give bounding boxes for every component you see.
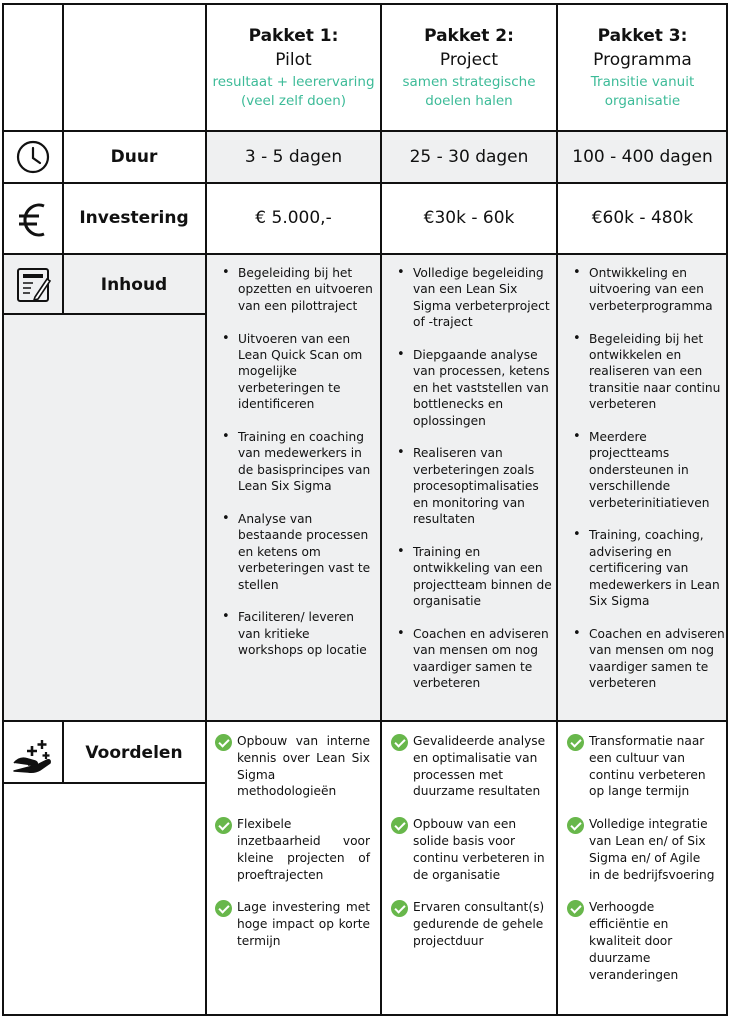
list-item: • Coachen en adviseren van mensen om nog vaardiger samen te verbeteren bbox=[413, 626, 553, 692]
list-item: • Diepgaande analyse van processen, ketens en het vaststellen van bottlenecks en oplossingen bbox=[413, 347, 553, 429]
duur-value-1: 3 - 5 dagen bbox=[244, 147, 343, 167]
list-item: • Begeleiding bij het ontwikkelen en realiseren van een transitie naar continu verbeteren bbox=[589, 331, 725, 413]
duur-value-2: 25 - 30 dagen bbox=[409, 147, 529, 167]
row-label-investering: Investering bbox=[79, 208, 189, 228]
check-circle-icon bbox=[215, 734, 232, 751]
list-item: • Faciliteren/ leveren van kritieke workshops op locatie bbox=[238, 609, 378, 658]
list-item: • Volledige begeleiding van een Lean Six Sigma verbeterproject of -traject bbox=[413, 265, 553, 331]
list-item: • Training en ontwikkeling van een projectteam binnen de organisatie bbox=[413, 544, 553, 610]
package-1-header: Pakket 1: Pilot resultaat + leerervaring (veel zelf doen) bbox=[212, 26, 375, 109]
list-item: • Begeleiding bij het opzetten en uitvoeren van een pilottraject bbox=[238, 265, 378, 314]
check-circle-icon bbox=[215, 900, 232, 917]
check-circle-icon bbox=[391, 817, 408, 834]
investering-value-3: €60k - 480k bbox=[591, 208, 694, 228]
voordelen-list-2: Gevalideerde analyse en optimalisatie van processen met duurzame resultaten Opbouw van een solide basis voor continu verbeteren in de organisatie Ervaren consultant(s) gedurende de gehele projectduur bbox=[391, 733, 546, 950]
list-item: • Analyse van bestaande processen en ketens om verbeteringen vast te stellen bbox=[238, 511, 378, 593]
list-item: • Meerdere projectteams ondersteunen in verschillende verbeterinitiatieven bbox=[589, 429, 725, 511]
check-circle-icon bbox=[391, 734, 408, 751]
package-3-header: Pakket 3: Programma Transitie vanuit organisatie bbox=[590, 26, 695, 109]
list-item: • Training, coaching, advisering en certificering van medewerkers in Lean Six Sigma bbox=[589, 527, 725, 609]
list-item: • Uitvoeren van een Lean Quick Scan om mogelijke verbeteringen te identificeren bbox=[238, 331, 378, 413]
voordelen-list-1: Opbouw van interne kennis over Lean Six Sigma methodologieën Flexibele inzetbaarheid voor kleine projecten of proeftrajecten Lage investering met hoge impact op korte termijn bbox=[215, 733, 370, 950]
comparison-table bbox=[2, 3, 728, 1016]
check-circle-icon bbox=[391, 900, 408, 917]
list-item: • Training en coaching van medewerkers in de basisprincipes van Lean Six Sigma bbox=[238, 429, 378, 495]
check-circle-icon bbox=[567, 900, 584, 917]
check-circle-icon bbox=[567, 734, 584, 751]
list-item: • Coachen en adviseren van mensen om nog vaardiger samen te verbeteren bbox=[589, 626, 725, 692]
voordelen-list-3: Transformatie naar een cultuur van continu verbeteren op lange termijn Volledige integratie van Lean en/ of Six Sigma en/ of Agile in de bedrijfsvoering Verhoogde efficiëntie en kwaliteit door duurzame veranderingen bbox=[567, 733, 715, 983]
investering-value-2: €30k - 60k bbox=[423, 208, 515, 228]
investering-value-1: € 5.000,- bbox=[255, 208, 332, 228]
inhoud-list-3 bbox=[559, 265, 725, 708]
inhoud-list-2 bbox=[383, 265, 553, 708]
hand-sparkles-icon bbox=[2, 722, 62, 782]
clock-icon bbox=[2, 132, 62, 182]
inhoud-list-1 bbox=[208, 265, 378, 675]
row-label-inhoud: Inhoud bbox=[100, 275, 168, 295]
check-circle-icon bbox=[215, 817, 232, 834]
package-2-header: Pakket 2: Project samen strategische doelen halen bbox=[402, 26, 536, 109]
row-label-voordelen: Voordelen bbox=[85, 743, 183, 763]
row-label-duur: Duur bbox=[110, 147, 158, 167]
duur-value-3: 100 - 400 dagen bbox=[572, 147, 713, 167]
list-item: • Realiseren van verbeteringen zoals procesoptimalisaties en monitoring van resultaten bbox=[413, 445, 553, 527]
document-edit-icon bbox=[2, 255, 62, 313]
list-item: • Ontwikkeling en uitvoering van een verbeterprogramma bbox=[589, 265, 725, 314]
euro-icon bbox=[2, 184, 62, 254]
check-circle-icon bbox=[567, 817, 584, 834]
